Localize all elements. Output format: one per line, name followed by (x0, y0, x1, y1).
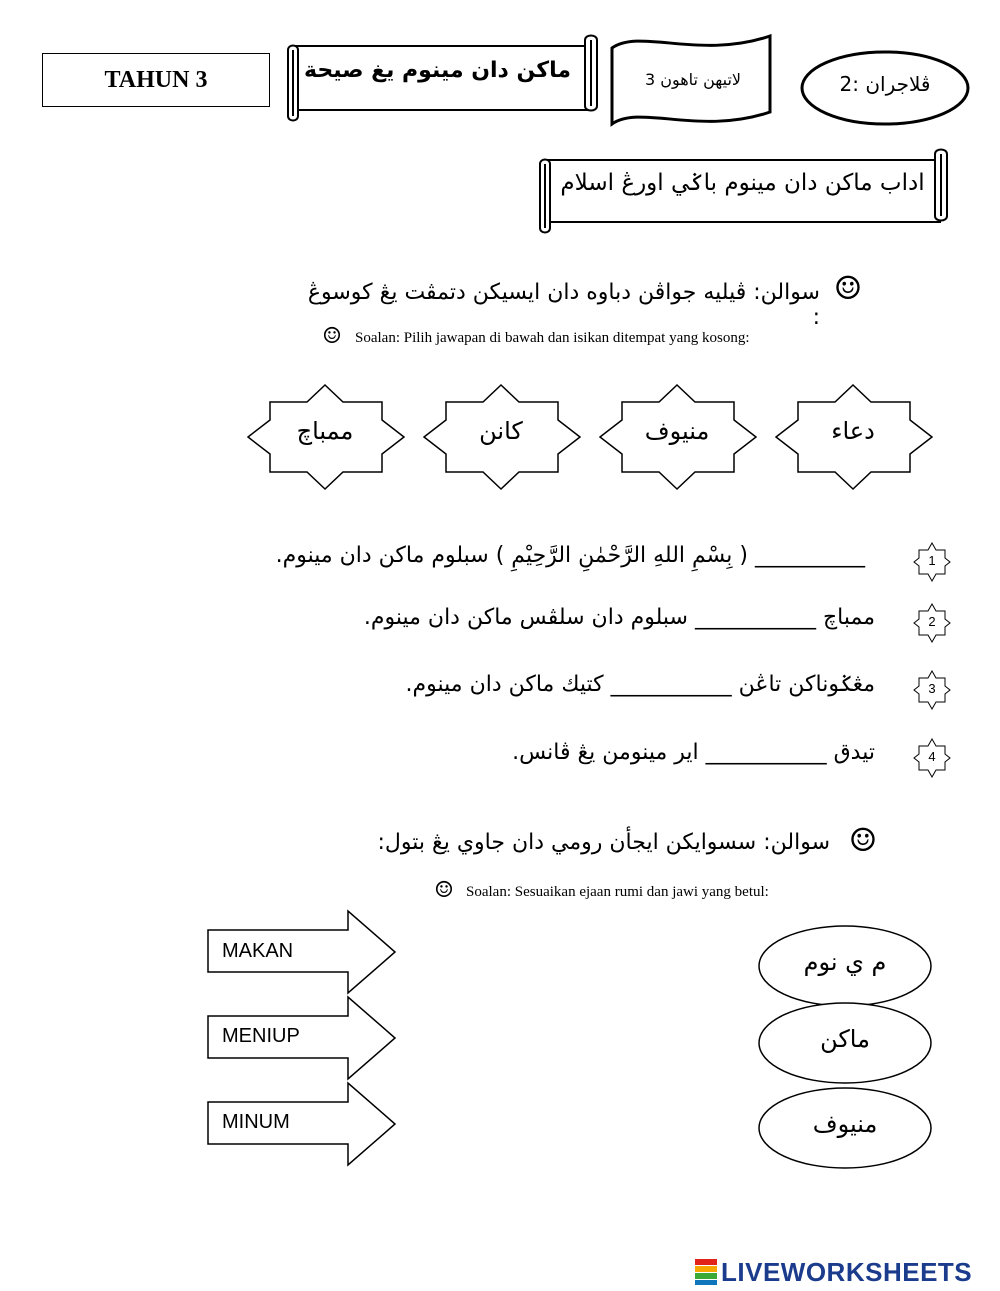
jawi-word-minum[interactable]: م ي نوم (803, 948, 887, 976)
rumi-word-meniup[interactable]: MENIUP (222, 1025, 300, 1047)
rumi-word-makan[interactable]: MAKAN (222, 940, 294, 962)
number-badges (914, 543, 950, 777)
worksheet-heading: اداب ماكن دان مينوم باݢي اورڠ اسلام (560, 170, 925, 196)
rumi-word-minum[interactable]: MINUM (222, 1111, 290, 1133)
sentence-number: 3 (928, 681, 936, 696)
jawi-word-meniup[interactable]: منيوف (812, 1110, 878, 1138)
sentence-number: 4 (928, 749, 936, 764)
sentence-number: 1 (928, 553, 936, 568)
sentence-1: __________ ( بِسْمِ اللهِ الرَّحْمٰنِ الرَّحِيْمِ ) سبلوم ماكن دان مينوم. (275, 543, 865, 568)
sentence-number: 2 (928, 614, 936, 629)
tahun-box: TAHUN 3 (42, 53, 270, 107)
word-meniup[interactable]: منيوف (644, 417, 710, 445)
sub-banner-text: لاتيهن تاهون 3 (644, 70, 742, 89)
smiley-icon: ☺ (434, 878, 454, 903)
sentence-2: ممباچ ___________ سبلوم دان سلڤس ماكن دان مينوم. (363, 605, 875, 630)
worksheet-title: ماكن دان مينوم يغ صيحة (304, 58, 571, 83)
question1-jawi: سوالن: ڤيليه جواڤن دباوه دان ايسيكن دتمڤت يڠ كوسوڠ : (307, 280, 820, 330)
smiley-icon: ☺ (848, 821, 878, 859)
word-membaca[interactable]: ممباچ (296, 417, 354, 445)
pelajaran-label: ڤلاجران :2 (839, 72, 931, 96)
sentence-4: تيدق ___________ اير مينومن يڠ ڤانس. (512, 740, 875, 765)
brand-text: LIVEWORKSHEETS (721, 1256, 973, 1287)
question1-rumi: Soalan: Pilih jawapan di bawah dan isikan ditempat yang kosong: (355, 330, 750, 346)
jawi-word-makan[interactable]: ماكن (820, 1025, 870, 1053)
word-doa[interactable]: دعاء (831, 417, 875, 445)
smiley-icon: ☺ (833, 269, 863, 307)
liveworksheets-logo (695, 1256, 995, 1288)
logo-blocks-icon (695, 1259, 717, 1285)
word-kanan[interactable]: كانن (479, 417, 523, 445)
smiley-icon: ☺ (322, 324, 342, 349)
question2-jawi: سوالن: سسوايكن ايجأن رومي دان جاوي يڠ بتول: (377, 830, 830, 855)
sentence-3: مڠݢوناكن تاڠن ___________ كتيك ماكن دان مينوم. (405, 672, 875, 697)
question2-rumi: Soalan: Sesuaikan ejaan rumi dan jawi yang betul: (466, 884, 769, 900)
